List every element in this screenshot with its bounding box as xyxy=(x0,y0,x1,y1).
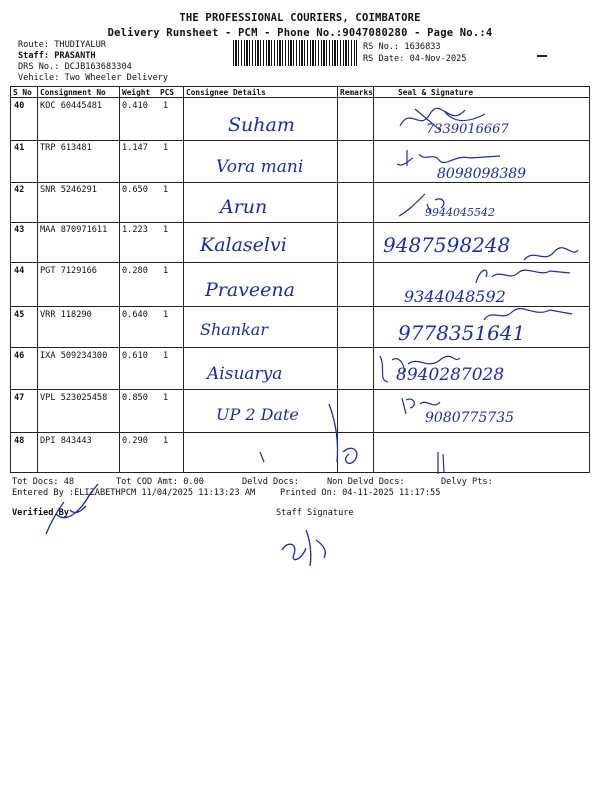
phone-handwriting: 8940287028 xyxy=(396,365,505,385)
weight: 0.280 xyxy=(122,266,148,276)
pcs: 1 xyxy=(163,351,169,361)
table-row-sno: 40 xyxy=(14,101,25,111)
verified-by-label: Verified By xyxy=(12,508,69,518)
signature-scribble xyxy=(470,263,580,287)
company-title: THE PROFESSIONAL COURIERS, COIMBATORE xyxy=(179,12,421,24)
weight: 0.640 xyxy=(122,310,148,320)
col-divider xyxy=(10,86,11,472)
rs-date: RS Date: 04-Nov-2025 xyxy=(363,54,467,64)
row-divider xyxy=(10,182,590,183)
weight: 0.290 xyxy=(122,436,148,446)
table-border-bottom xyxy=(10,472,590,473)
weight: 1.223 xyxy=(122,225,148,235)
end-mark xyxy=(434,450,448,476)
table-row-sno: 44 xyxy=(14,266,25,276)
table-row-sno: 46 xyxy=(14,351,25,361)
row-divider xyxy=(10,389,590,390)
signature-scribble xyxy=(395,190,475,220)
row-divider xyxy=(10,222,590,223)
phone-handwriting: 9778351641 xyxy=(398,321,526,345)
consignee-handwriting: Vora mani xyxy=(216,157,304,177)
route-label: Route: THUDIYALUR xyxy=(18,40,106,50)
consignment-no: VRR 118290 xyxy=(40,310,92,320)
delivery-points: Delvy Pts: xyxy=(441,477,493,487)
consignment-no: VPL 523025458 xyxy=(40,393,108,403)
staff-signature-label: Staff Signature xyxy=(276,508,354,518)
table-row-sno: 47 xyxy=(14,393,25,403)
consignee-handwriting: Shankar xyxy=(200,320,268,339)
phone-handwriting: 9080775735 xyxy=(425,410,515,426)
dash-scribble xyxy=(315,400,370,470)
consignment-no: KOC 60445481 xyxy=(40,101,103,111)
consignee-handwriting: Arun xyxy=(220,196,268,218)
staff-label: Staff: PRASANTH xyxy=(18,51,96,61)
pcs: 1 xyxy=(163,185,169,195)
weight: 0.410 xyxy=(122,101,148,111)
header-remarks: Remarks xyxy=(340,88,373,97)
pcs: 1 xyxy=(163,310,169,320)
pcs: 1 xyxy=(163,266,169,276)
tick-mark xyxy=(258,450,268,464)
consignment-no: MAA 870971611 xyxy=(40,225,108,235)
dash-mark xyxy=(537,55,547,57)
col-divider xyxy=(589,86,590,472)
row-divider xyxy=(10,347,590,348)
pcs: 1 xyxy=(163,101,169,111)
col-divider xyxy=(37,86,38,472)
header-sno: S No xyxy=(13,88,32,97)
signature-scribble xyxy=(396,394,456,416)
table-row-sno: 41 xyxy=(14,143,25,153)
signature-scribble xyxy=(395,104,495,134)
verifier-signature xyxy=(36,480,116,540)
delivered-docs: Delvd Docs: xyxy=(242,477,299,487)
row-divider xyxy=(10,140,590,141)
drs-number: DRS No.: DCJB163683304 xyxy=(18,62,132,72)
consignment-no: PGT 7129166 xyxy=(40,266,97,276)
weight: 0.650 xyxy=(122,185,148,195)
non-delivered-docs: Non Delvd Docs: xyxy=(327,477,405,487)
header-seal-signature: Seal & Signature xyxy=(398,88,474,97)
col-divider xyxy=(119,86,120,472)
entered-by: Entered By :ELIZABETHPCM 11/04/2025 11:13:23 AM xyxy=(12,488,256,498)
pcs: 1 xyxy=(163,143,169,153)
printed-on: Printed On: 04-11-2025 11:17:55 xyxy=(280,488,441,498)
header-weight: Weight xyxy=(122,88,151,97)
col-divider xyxy=(373,86,374,472)
pcs: 1 xyxy=(163,393,169,403)
weight: 0.610 xyxy=(122,351,148,361)
total-docs: Tot Docs: 48 xyxy=(12,477,75,487)
table-row-sno: 42 xyxy=(14,185,25,195)
consignment-no: SNR 5246291 xyxy=(40,185,97,195)
runsheet-subtitle: Delivery Runsheet - PCM - Phone No.:9047080280 - Page No.:4 xyxy=(107,27,493,39)
phone-handwriting: 9487598248 xyxy=(383,233,511,257)
table-row-sno: 45 xyxy=(14,310,25,320)
consignee-handwriting: Aisuarya xyxy=(207,364,283,384)
weight: 1.147 xyxy=(122,143,148,153)
rs-number: RS No.: 1636833 xyxy=(363,42,441,52)
header-divider xyxy=(10,97,590,98)
header-consignment: Consignment No xyxy=(40,88,106,97)
pcs: 1 xyxy=(163,225,169,235)
consignee-handwriting: Kalaselvi xyxy=(200,234,287,256)
table-row-sno: 48 xyxy=(14,436,25,446)
table-row-sno: 43 xyxy=(14,225,25,235)
header-pcs: PCS xyxy=(160,88,175,97)
signature-scribble xyxy=(395,146,515,170)
weight: 0.850 xyxy=(122,393,148,403)
table-border-top xyxy=(10,86,590,87)
consignment-no: TRP 613481 xyxy=(40,143,92,153)
signature-scribble xyxy=(480,306,580,324)
phone-handwriting: 9344048592 xyxy=(404,287,506,306)
col-divider xyxy=(183,86,184,472)
row-divider xyxy=(10,432,590,433)
phone-handwriting: 7339016667 xyxy=(426,122,509,137)
staff-signature xyxy=(276,520,336,570)
signature-scribble xyxy=(374,350,464,386)
consignment-no: DPI 843443 xyxy=(40,436,92,446)
consignment-no: IXA 509234300 xyxy=(40,351,108,361)
phone-handwriting: 9944045542 xyxy=(425,206,495,219)
vehicle-label: Vehicle: Two Wheeler Delivery xyxy=(18,73,169,83)
pcs: 1 xyxy=(163,436,169,446)
consignee-handwriting: UP 2 Date xyxy=(216,405,299,424)
consignee-handwriting: Suham xyxy=(228,114,295,136)
barcode xyxy=(233,40,357,66)
phone-handwriting: 8098098389 xyxy=(437,166,527,182)
total-cod-amount: Tot COD Amt: 0.00 xyxy=(116,477,204,487)
header-consignee: Consignee Details xyxy=(186,88,266,97)
consignee-handwriting: Praveena xyxy=(205,279,295,301)
